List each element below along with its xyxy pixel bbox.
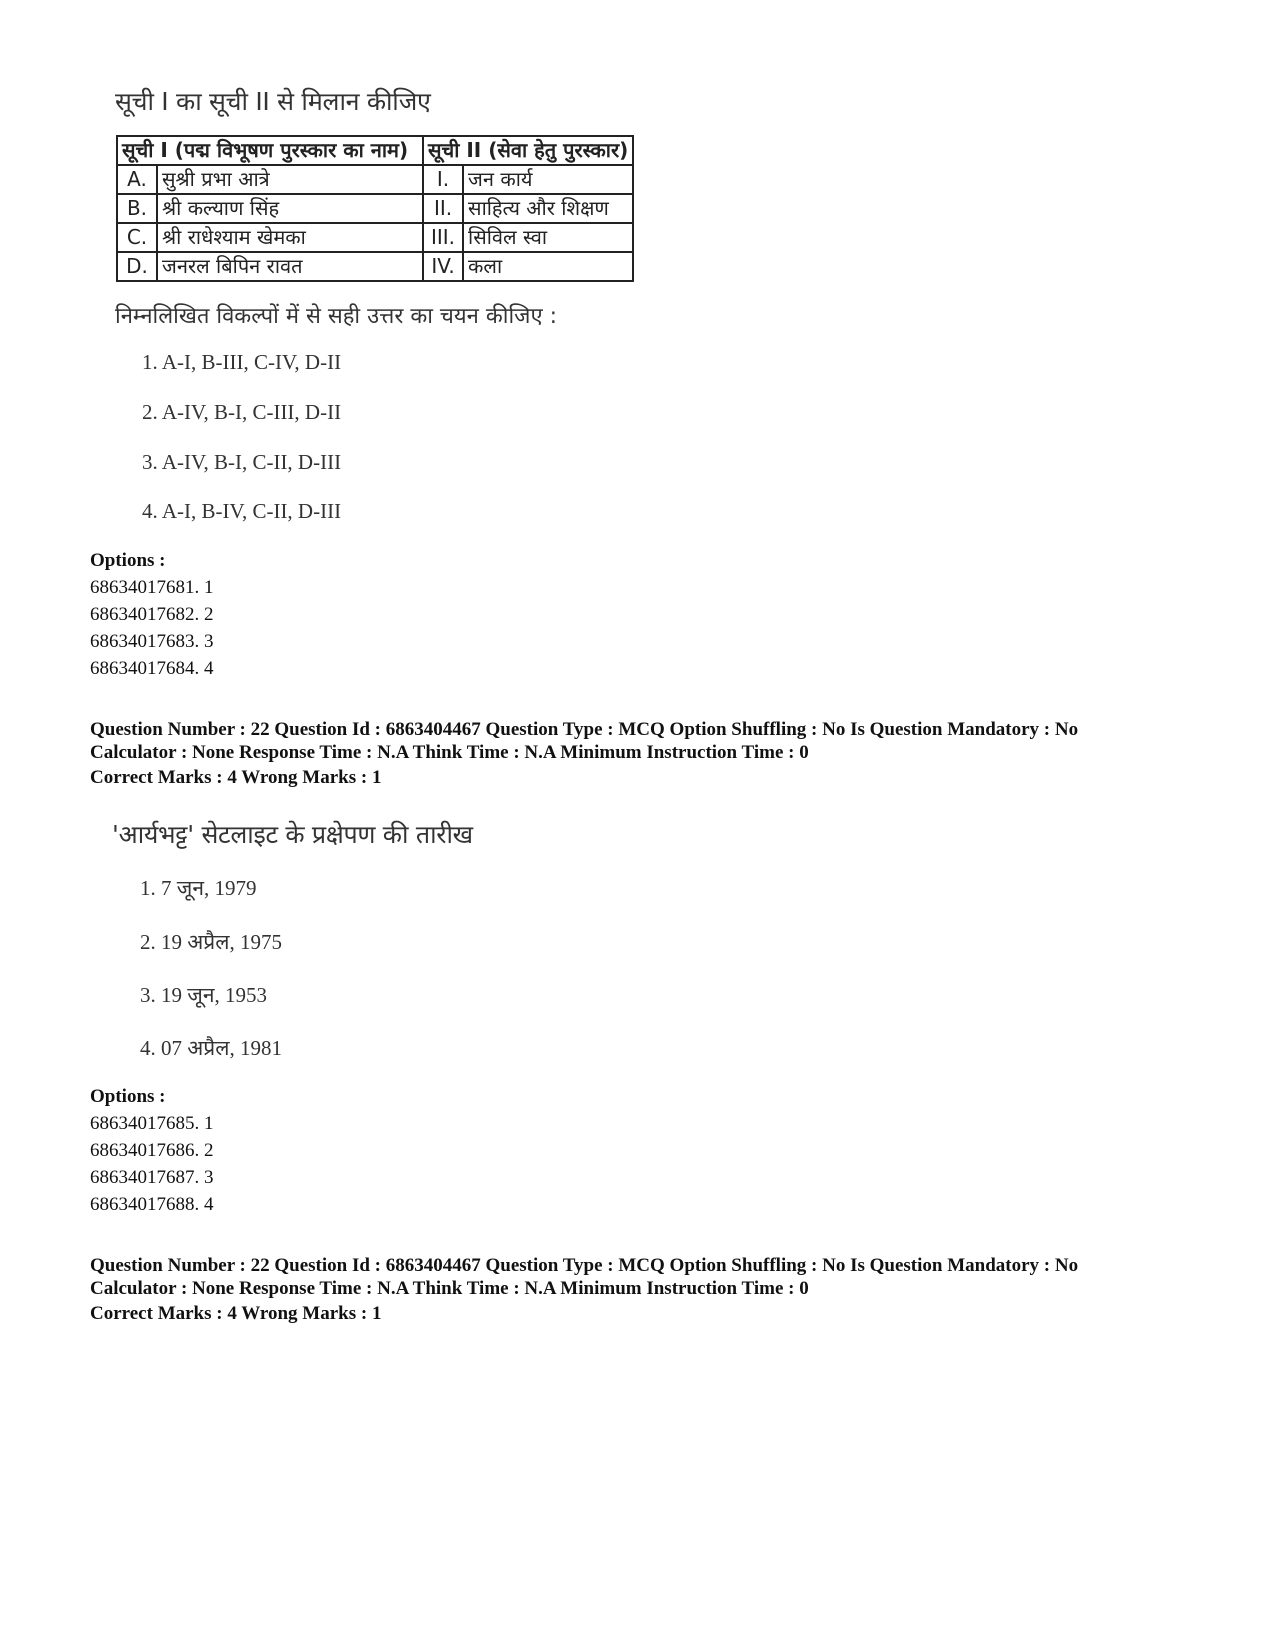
list1-item: श्री कल्याण सिंह <box>157 194 423 223</box>
match-table <box>116 135 634 282</box>
list1-item: श्री राधेश्याम खेमका <box>157 223 423 252</box>
option-item: 68634017681. 1 <box>90 577 214 598</box>
list2-item: साहित्य और शिक्षण <box>463 194 633 223</box>
choice-2: 2. 19 अप्रैल, 1975 <box>140 930 282 954</box>
option-item: 68634017686. 2 <box>90 1140 214 1161</box>
meta-line: Question Number : 22 Question Id : 6863404467 Question Type : MCQ Option Shuffling : No Is Question Mandatory : No <box>90 719 1079 740</box>
choice-1: 1. 7 जून, 1979 <box>140 876 257 900</box>
option-item: 68634017683. 3 <box>90 631 214 652</box>
row-label: II. <box>423 194 463 223</box>
option-item: 68634017685. 1 <box>90 1113 214 1134</box>
question1-title: सूची I का सूची II से मिलान कीजिए <box>115 87 431 116</box>
option-item: 68634017684. 4 <box>90 658 214 679</box>
table-row <box>117 165 633 194</box>
list2-item: सिविल स्वा <box>463 223 633 252</box>
list2-item: कला <box>463 252 633 281</box>
question-meta <box>90 1254 1210 1300</box>
list1-item: सुश्री प्रभा आत्रे <box>157 165 423 194</box>
row-label: I. <box>423 165 463 194</box>
options-label: Options : <box>90 1086 166 1107</box>
meta-line: Question Number : 22 Question Id : 6863404467 Question Type : MCQ Option Shuffling : No Is Question Mandatory : No <box>90 1255 1079 1276</box>
question-meta <box>90 718 1210 764</box>
choice-4: 4. A-I, B-IV, C-II, D-III <box>142 499 342 523</box>
meta-line: Calculator : None Response Time : N.A Think Time : N.A Minimum Instruction Time : 0 <box>90 1278 809 1299</box>
option-item: 68634017682. 2 <box>90 604 214 625</box>
options-label: Options : <box>90 550 166 571</box>
table-row <box>117 194 633 223</box>
table-row <box>117 223 633 252</box>
row-label: A. <box>117 165 157 194</box>
row-label: III. <box>423 223 463 252</box>
row-label: D. <box>117 252 157 281</box>
row-label: B. <box>117 194 157 223</box>
choice-3: 3. 19 जून, 1953 <box>140 983 267 1007</box>
marks-line: Correct Marks : 4 Wrong Marks : 1 <box>90 767 382 788</box>
list2-item: जन कार्य <box>463 165 633 194</box>
choice-4: 4. 07 अप्रैल, 1981 <box>140 1036 282 1060</box>
option-item: 68634017687. 3 <box>90 1167 214 1188</box>
option-item: 68634017688. 4 <box>90 1194 214 1215</box>
list1-header: सूची I (पद्म विभूषण पुरस्कार का नाम) <box>117 136 423 165</box>
table-header-row <box>117 136 633 165</box>
question1-prompt: निम्नलिखित विकल्पों में से सही उत्तर का चयन कीजिए : <box>115 304 558 329</box>
choice-1: 1. A-I, B-III, C-IV, D-II <box>142 350 342 374</box>
row-label: IV. <box>423 252 463 281</box>
list1-item: जनरल बिपिन रावत <box>157 252 423 281</box>
meta-line: Calculator : None Response Time : N.A Think Time : N.A Minimum Instruction Time : 0 <box>90 742 809 763</box>
choice-3: 3. A-IV, B-I, C-II, D-III <box>142 450 342 474</box>
question2-title: 'आर्यभट्ट' सेटलाइट के प्रक्षेपण की तारीख <box>112 820 473 849</box>
row-label: C. <box>117 223 157 252</box>
marks-line: Correct Marks : 4 Wrong Marks : 1 <box>90 1303 382 1324</box>
choice-2: 2. A-IV, B-I, C-III, D-II <box>142 400 342 424</box>
table-row <box>117 252 633 281</box>
list2-header: सूची II (सेवा हेतु पुरस्कार) <box>423 136 633 165</box>
